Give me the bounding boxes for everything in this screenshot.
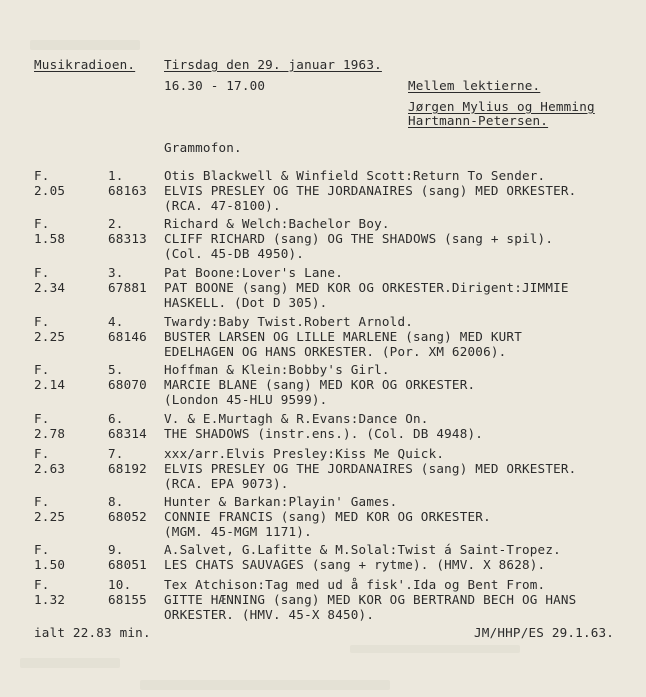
entry-code: F. [34,314,50,329]
total-duration: ialt 22.83 min. [34,625,151,640]
entry-performers: CONNIE FRANCIS (sang) MED KOR OG ORKESTER. [164,509,491,524]
bleed-through-mark [140,680,390,690]
entry-matrix-number: 68070 [108,377,147,392]
entry-duration: 2.78 [34,426,66,441]
entry-composer-title: V. & E.Murtagh & R.Evans:Dance On. [164,411,429,426]
entry-matrix-number: 68051 [108,557,147,572]
entry-record-label: EDELHAGEN OG HANS ORKESTER. (Por. XM 62006). [164,344,507,359]
entry-code: F. [34,265,50,280]
entry-duration: 2.25 [34,509,66,524]
entry-record-label: HASKELL. (Dot D 305). [164,295,328,310]
entry-duration: 2.34 [34,280,66,295]
bleed-through-mark [20,658,120,668]
entry-record-label: (London 45-HLU 9599). [164,392,328,407]
entry-matrix-number: 68052 [108,509,147,524]
entry-composer-title: Pat Boone:Lover's Lane. [164,265,343,280]
entry-matrix-number: 68314 [108,426,147,441]
entry-duration: 1.32 [34,592,66,607]
entry-duration: 2.25 [34,329,66,344]
entry-duration: 2.14 [34,377,66,392]
entry-number: 2. [108,216,124,231]
entry-composer-title: Twardy:Baby Twist.Robert Arnold. [164,314,414,329]
entry-performers: CLIFF RICHARD (sang) OG THE SHADOWS (sang + spil). [164,231,554,246]
entry-record-label: (RCA. EPA 9073). [164,476,289,491]
entry-matrix-number: 68163 [108,183,147,198]
entry-composer-title: Otis Blackwell & Winfield Scott:Return To Sender. [164,168,546,183]
entry-duration: 1.50 [34,557,66,572]
entry-code: F. [34,494,50,509]
entry-performers: ELVIS PRESLEY OG THE JORDANAIRES (sang) MED ORKESTER. [164,183,577,198]
entry-matrix-number: 67881 [108,280,147,295]
entry-record-label: ORKESTER. (HMV. 45-X 8450). [164,607,375,622]
bleed-through-mark [30,40,140,50]
entry-number: 10. [108,577,132,592]
entry-composer-title: Hoffman & Klein:Bobby's Girl. [164,362,390,377]
entry-composer-title: Hunter & Barkan:Playin' Games. [164,494,398,509]
entry-number: 6. [108,411,124,426]
bleed-through-mark [350,645,520,653]
entry-code: F. [34,542,50,557]
entry-composer-title: Tex Atchison:Tag med ud å fisk'.Ida og Bent From. [164,577,546,592]
entry-number: 7. [108,446,124,461]
entry-record-label: (MGM. 45-MGM 1171). [164,524,312,539]
entry-matrix-number: 68146 [108,329,147,344]
entry-number: 5. [108,362,124,377]
entry-performers: ELVIS PRESLEY OG THE JORDANAIRES (sang) MED ORKESTER. [164,461,577,476]
entry-performers: PAT BOONE (sang) MED KOR OG ORKESTER.Dirigent:JIMMIE [164,280,569,295]
entry-number: 4. [108,314,124,329]
entry-composer-title: A.Salvet, G.Lafitte & M.Solal:Twist á Saint-Tropez. [164,542,561,557]
entry-performers: MARCIE BLANE (sang) MED KOR OG ORKESTER. [164,377,476,392]
entry-code: F. [34,216,50,231]
broadcast-date: Tirsdag den 29. januar 1963. [164,57,382,72]
hosts-line-2: Hartmann-Petersen. [408,113,549,128]
entry-number: 1. [108,168,124,183]
entry-code: F. [34,411,50,426]
entry-composer-title: xxx/arr.Elvis Presley:Kiss Me Quick. [164,446,445,461]
entry-number: 9. [108,542,124,557]
broadcast-time: 16.30 - 17.00 [164,78,266,93]
program-title: Mellem lektierne. [408,78,541,93]
program-name: Musikradioen. [34,57,136,72]
entry-matrix-number: 68313 [108,231,147,246]
entry-performers: LES CHATS SAUVAGES (sang + rytme). (HMV. X 8628). [164,557,546,572]
entry-record-label: (Col. 45-DB 4950). [164,246,305,261]
entry-matrix-number: 68192 [108,461,147,476]
entry-performers: THE SHADOWS (instr.ens.). (Col. DB 4948). [164,426,484,441]
entry-duration: 2.05 [34,183,66,198]
entry-performers: BUSTER LARSEN OG LILLE MARLENE (sang) MED KURT [164,329,522,344]
entry-code: F. [34,362,50,377]
entry-record-label: (RCA. 47-8100). [164,198,281,213]
entry-code: F. [34,577,50,592]
entry-code: F. [34,446,50,461]
entry-matrix-number: 68155 [108,592,147,607]
hosts-line-1: Jørgen Mylius og Hemming [408,99,595,114]
entry-composer-title: Richard & Welch:Bachelor Boy. [164,216,390,231]
entry-duration: 2.63 [34,461,66,476]
section-heading: Grammofon. [164,140,242,155]
signature: JM/HHP/ES 29.1.63. [474,625,615,640]
entry-number: 3. [108,265,124,280]
entry-performers: GITTE HÆNNING (sang) MED KOR OG BERTRAND BECH OG HANS [164,592,577,607]
entry-duration: 1.58 [34,231,66,246]
entry-code: F. [34,168,50,183]
entry-number: 8. [108,494,124,509]
